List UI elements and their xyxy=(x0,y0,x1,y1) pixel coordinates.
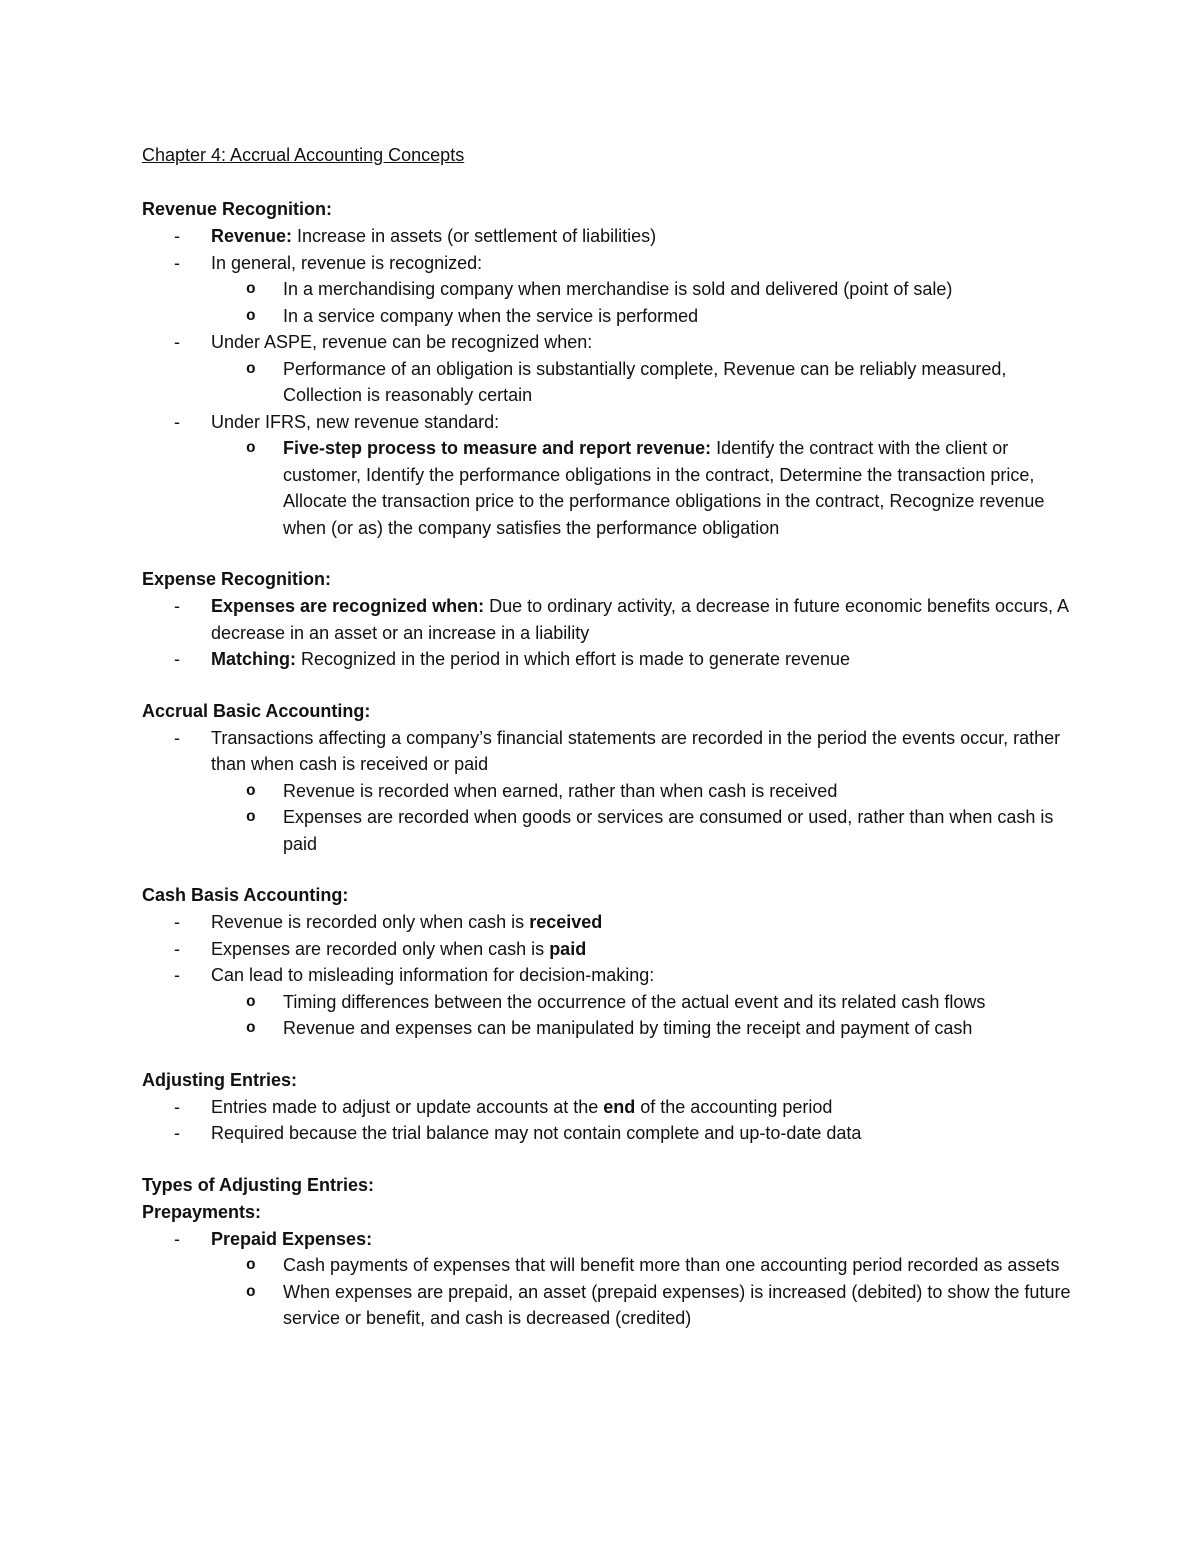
section-heading: Types of Adjusting Entries: xyxy=(142,1174,375,1195)
item-text: Recognized in the period in which effort is made to generate revenue xyxy=(296,649,851,669)
dash-marker: - xyxy=(174,965,180,985)
section-types-of-adjusting-entries xyxy=(142,1172,1082,1332)
circle-marker: o xyxy=(246,781,256,800)
section-heading: Accrual Basic Accounting: xyxy=(142,700,371,721)
term-label: Five-step process to measure and report revenue: xyxy=(283,438,712,458)
item-text: Due to ordinary activity, a decrease in future economic benefits occurs, A decrease in an asset or an increase in a liability xyxy=(211,596,1069,643)
item-text: Under ASPE, revenue can be recognized when: xyxy=(211,332,593,352)
sub-list-item xyxy=(142,1252,1082,1279)
term-label: Revenue: xyxy=(211,226,293,246)
circle-marker: o xyxy=(246,1282,256,1301)
circle-marker: o xyxy=(246,359,256,378)
document-content xyxy=(142,142,1082,1357)
sub-list-item xyxy=(142,303,1082,330)
term-label: Matching: xyxy=(211,649,296,669)
term-label: Prepaid Expenses: xyxy=(211,1228,373,1249)
dash-marker: - xyxy=(174,912,180,932)
dash-marker: - xyxy=(174,411,180,432)
list-item xyxy=(142,593,1082,646)
item-text: Required because the trial balance may not contain complete and up-to-date data xyxy=(211,1123,862,1143)
list-item xyxy=(142,1094,1082,1121)
dash-marker: - xyxy=(174,1228,180,1249)
dash-marker: - xyxy=(174,649,180,669)
dash-marker: - xyxy=(174,252,180,273)
list-item xyxy=(142,725,1082,778)
list-item xyxy=(142,646,1082,673)
item-text: Under IFRS, new revenue standard: xyxy=(211,411,500,432)
section-heading: Cash Basis Accounting: xyxy=(142,885,349,905)
section-revenue-recognition xyxy=(142,196,1082,541)
item-text: In a service company when the service is performed xyxy=(283,305,699,326)
item-text: Timing differences between the occurrence of the actual event and its related cash flows xyxy=(283,991,986,1012)
dash-marker: - xyxy=(174,226,180,246)
section-heading: Adjusting Entries: xyxy=(142,1069,298,1090)
item-text: Identify the contract with the client or customer, Identify the performance obligations in the contract, Determine the transaction price, Allocate the transaction price to the performance obligations in the contract, Recognize revenue when (or as) the company satisfies the performance obligation xyxy=(283,438,1045,538)
dash-marker: - xyxy=(174,596,180,616)
list-item xyxy=(142,409,1082,436)
list-item xyxy=(142,250,1082,277)
section-heading: Expense Recognition: xyxy=(142,569,332,589)
circle-marker: o xyxy=(246,439,256,457)
list-item xyxy=(142,1226,1082,1253)
sub-list-item xyxy=(142,989,1082,1016)
circle-marker: o xyxy=(246,1256,256,1274)
circle-marker: o xyxy=(246,992,256,1011)
item-text: Transactions affecting a company’s financial statements are recorded in the period the events occur, rather than when cash is received or paid xyxy=(211,727,1061,774)
item-text: Performance of an obligation is substantially complete, Revenue can be reliably measured, Collection is reasonably certain xyxy=(283,358,1007,405)
section-accrual-accounting xyxy=(142,698,1082,858)
sub-list-item xyxy=(142,1015,1082,1042)
emphasis-text: end xyxy=(603,1096,636,1117)
circle-marker: o xyxy=(246,808,256,826)
circle-marker: o xyxy=(246,1019,256,1037)
item-text: Expenses are recorded when goods or services are consumed or used, rather than when cash is paid xyxy=(283,807,1054,854)
item-text: of the accounting period xyxy=(635,1096,833,1117)
item-text: Revenue is recorded when earned, rather than when cash is received xyxy=(283,780,838,801)
item-text: In a merchandising company when merchandise is sold and delivered (point of sale) xyxy=(283,279,953,299)
item-text: Expenses are recorded only when cash is xyxy=(211,938,550,959)
sub-list-item xyxy=(142,435,1082,541)
item-text: Increase in assets (or settlement of liabilities) xyxy=(292,226,657,246)
list-item xyxy=(142,1120,1082,1147)
emphasis-text: received xyxy=(529,912,603,932)
dash-marker: - xyxy=(174,1096,180,1117)
list-item xyxy=(142,329,1082,356)
circle-marker: o xyxy=(246,280,256,298)
item-text: In general, revenue is recognized: xyxy=(211,252,483,273)
section-cash-basis xyxy=(142,882,1082,1042)
item-text: Cash payments of expenses that will benefit more than one accounting period recorded as assets xyxy=(283,1255,1060,1275)
list-item xyxy=(142,936,1082,963)
sub-list-item xyxy=(142,778,1082,805)
dash-marker: - xyxy=(174,1123,180,1143)
item-text: Revenue is recorded only when cash is xyxy=(211,912,530,932)
section-expense-recognition xyxy=(142,566,1082,673)
sub-list-item xyxy=(142,276,1082,303)
term-label: Expenses are recognized when: xyxy=(211,596,485,616)
item-text: Entries made to adjust or update accounts at the xyxy=(211,1096,604,1117)
section-adjusting-entries xyxy=(142,1067,1082,1147)
circle-marker: o xyxy=(246,306,256,325)
section-heading: Revenue Recognition: xyxy=(142,199,333,219)
section-subheading: Prepayments: xyxy=(142,1201,262,1222)
sub-list-item xyxy=(142,804,1082,857)
item-text: Revenue and expenses can be manipulated by timing the receipt and payment of cash xyxy=(283,1018,973,1038)
item-text: When expenses are prepaid, an asset (prepaid expenses) is increased (debited) to show the future service or benefit, and cash is decreased (credited) xyxy=(283,1281,1071,1328)
page-title: Chapter 4: Accrual Accounting Concepts xyxy=(142,145,465,165)
list-item xyxy=(142,223,1082,250)
list-item xyxy=(142,962,1082,989)
sub-list-item xyxy=(142,356,1082,409)
emphasis-text: paid xyxy=(549,938,587,959)
sub-list-item xyxy=(142,1279,1082,1332)
dash-marker: - xyxy=(174,938,180,959)
dash-marker: - xyxy=(174,332,180,352)
item-text: Can lead to misleading information for decision-making: xyxy=(211,965,655,985)
dash-marker: - xyxy=(174,727,180,748)
list-item xyxy=(142,909,1082,936)
